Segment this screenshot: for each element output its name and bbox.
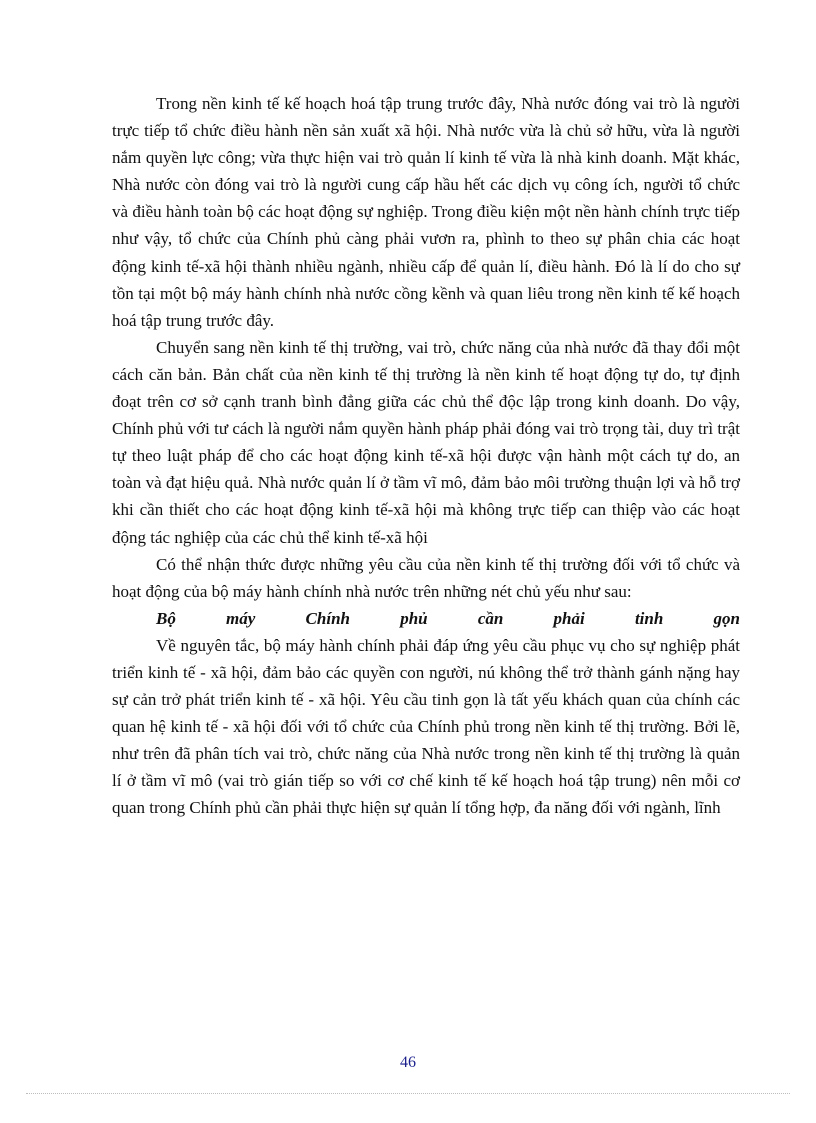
page-number: 46 <box>400 1054 416 1071</box>
footer-divider <box>26 1093 790 1094</box>
page-body <box>112 90 740 822</box>
paragraph-1: Trong nền kinh tế kế hoạch hoá tập trung trước đây, Nhà nước đóng vai trò là người trực tiếp tổ chức điều hành nền sản xuất xã hội. Nhà nước vừa là chủ sở hữu, vừa là người nắm quyền lực công; vừa thực hiện vai trò quản lí kinh tế vừa là nhà kinh doanh. Mặt khác, Nhà nước còn đóng vai trò là người cung cấp hầu hết các dịch vụ công ích, người tổ chức và điều hành toàn bộ các hoạt động sự nghiệp. Trong điều kiện một nền hành chính trực tiếp như vậy, tổ chức của Chính phủ càng phải vươn ra, phình to theo sự phân chia các hoạt động kinh tế-xã hội thành nhiều ngành, nhiều cấp để quản lí, điều hành. Đó là lí do cho sự tồn tại một bộ máy hành chính nhà nước cồng kềnh và quan liêu trong nền kinh tế kế hoạch hoá tập trung trước đây. <box>112 94 740 330</box>
section-heading: Bộ máy Chính phủ cần phải tinh gọn <box>156 608 740 628</box>
paragraph-2: Chuyển sang nền kinh tế thị trường, vai trò, chức năng của nhà nước đã thay đổi một cách căn bản. Bản chất của nền kinh tế thị trường là nền kinh tế hoạt động tự do, tự định đoạt trên cơ sở cạnh tranh bình đẳng giữa các chủ thể độc lập trong kinh doanh. Do vậy, Chính phủ với tư cách là người nắm quyền hành pháp phải đóng vai trò trọng tài, duy trì trật tự theo luật pháp để cho các hoạt động kinh tế-xã hội được vận hành một cách tự do, an toàn và đạt hiệu quả. Nhà nước quản lí ở tầm vĩ mô, đảm bảo môi trường thuận lợi và hỗ trợ khi cần thiết cho các hoạt động kinh tế-xã hội mà không trực tiếp can thiệp vào các hoạt động tác nghiệp của các chủ thể kinh tế-xã hội <box>112 337 740 547</box>
paragraph-4: Về nguyên tắc, bộ máy hành chính phải đáp ứng yêu cầu phục vụ cho sự nghiệp phát triển kinh tế - xã hội, đảm bảo các quyền con người, nú không thể trở thành gánh nặng hay sự cản trở phát triển kinh tế - xã hội. Yêu cầu tinh gọn là tất yếu khách quan của chính các quan hệ kinh tế - xã hội đối với tổ chức của Chính phủ trong nền kinh tế thị trường. Bởi lẽ, như trên đã phân tích vai trò, chức năng của Nhà nước trong nền kinh tế thị trường là quản lí ở tầm vĩ mô (vai trò gián tiếp so với cơ chế kinh tế kế hoạch hoá tập trung) nên mỗi cơ quan trong Chính phủ cần phải thực hiện sự quản lí tổng hợp, đa năng đối với ngành, lĩnh <box>112 635 740 818</box>
paragraph-3: Có thể nhận thức được những yêu cầu của nền kinh tế thị trường đối với tổ chức và hoạt động của bộ máy hành chính nhà nước trên những nét chủ yếu như sau: <box>112 554 740 601</box>
